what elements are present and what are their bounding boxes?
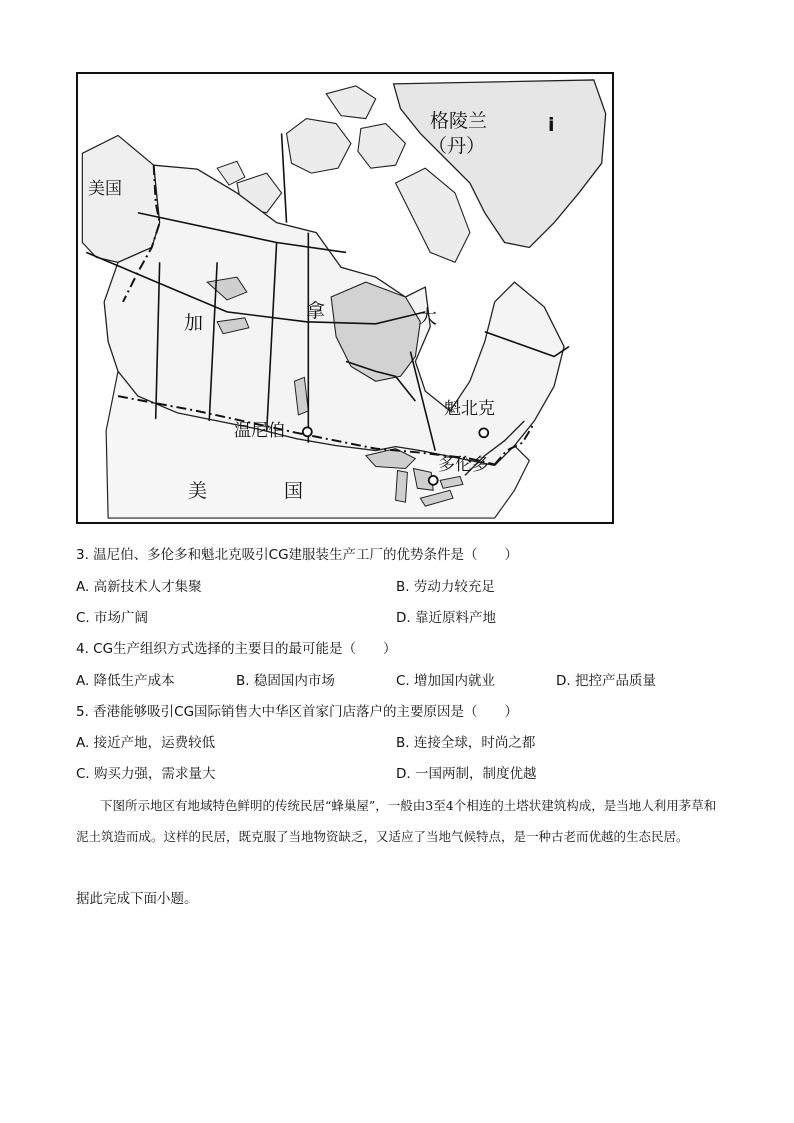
arctic-island-3 (358, 124, 406, 169)
baffin-island (396, 168, 470, 262)
label-canada-na: 拿 (306, 300, 326, 322)
label-canada-da: 大 (418, 306, 438, 328)
label-usa-top: 美国 (88, 179, 122, 199)
winnipeg-marker (303, 427, 312, 436)
label-usa-bottom-mei: 美 (188, 480, 208, 502)
label-usa-bottom-guo: 国 (284, 480, 304, 502)
quebec-marker (479, 428, 488, 437)
question-4-option-c[interactable]: C. 增加国内就业 (396, 673, 496, 689)
question-4-stem: 4. CG生产组织方式选择的主要目的最可能是（ ） (76, 641, 397, 657)
question-3-option-b[interactable]: B. 劳动力较充足 (396, 579, 495, 595)
canada-map-figure (76, 72, 614, 524)
question-5-option-b[interactable]: B. 连接全球，时尚之都 (396, 735, 536, 751)
question-3-option-c[interactable]: C. 市场广阔 (76, 610, 149, 626)
question-4-option-a[interactable]: A. 降低生产成本 (76, 673, 175, 689)
great-lake-michigan (396, 470, 408, 502)
question-5-option-c[interactable]: C. 购买力强，需求量大 (76, 766, 216, 782)
north-indicator: i (548, 114, 555, 136)
question-5-option-a[interactable]: A. 接近产地，运费较低 (76, 735, 216, 751)
arctic-island-1 (287, 119, 351, 174)
label-denmark: （丹） (428, 135, 486, 157)
question-4-option-d[interactable]: D. 把控产品质量 (556, 673, 656, 689)
label-quebec: 魁北克 (444, 399, 495, 419)
reading-passage: 下图所示地区有地域特色鲜明的传统民居“蜂巢屋”，一般由3至4个相连的土塔状建筑构成，是当地人利用茅草和泥土筑造而成。这样的民居，既克服了当地物资缺乏，又适应了当地气候特点，是一种古老而优越的生态民居。 (76, 798, 717, 844)
label-greenland: 格陵兰 (430, 110, 488, 132)
toronto-marker (429, 476, 438, 485)
label-winnipeg: 温尼伯 (234, 421, 285, 441)
label-canada-jia: 加 (184, 312, 204, 334)
canada-map (78, 74, 612, 522)
question-3-option-a[interactable]: A. 高新技术人才集聚 (76, 579, 202, 595)
question-5-stem: 5. 香港能够吸引CG国际销售大中华区首家门店落户的主要原因是（ ） (76, 704, 519, 720)
question-3-option-d[interactable]: D. 靠近原料产地 (396, 610, 496, 626)
question-4-option-b[interactable]: B. 稳固国内市场 (236, 673, 335, 689)
question-3-stem: 3. 温尼伯、多伦多和魁北克吸引CG建服装生产工厂的优势条件是（ ） (76, 547, 519, 563)
label-toronto: 多伦多 (438, 455, 489, 475)
arctic-island-2 (326, 86, 376, 119)
province-line-10 (282, 133, 287, 222)
question-5-option-d[interactable]: D. 一国两制，制度优越 (396, 766, 537, 782)
instruction-text: 据此完成下面小题。 (76, 891, 198, 907)
